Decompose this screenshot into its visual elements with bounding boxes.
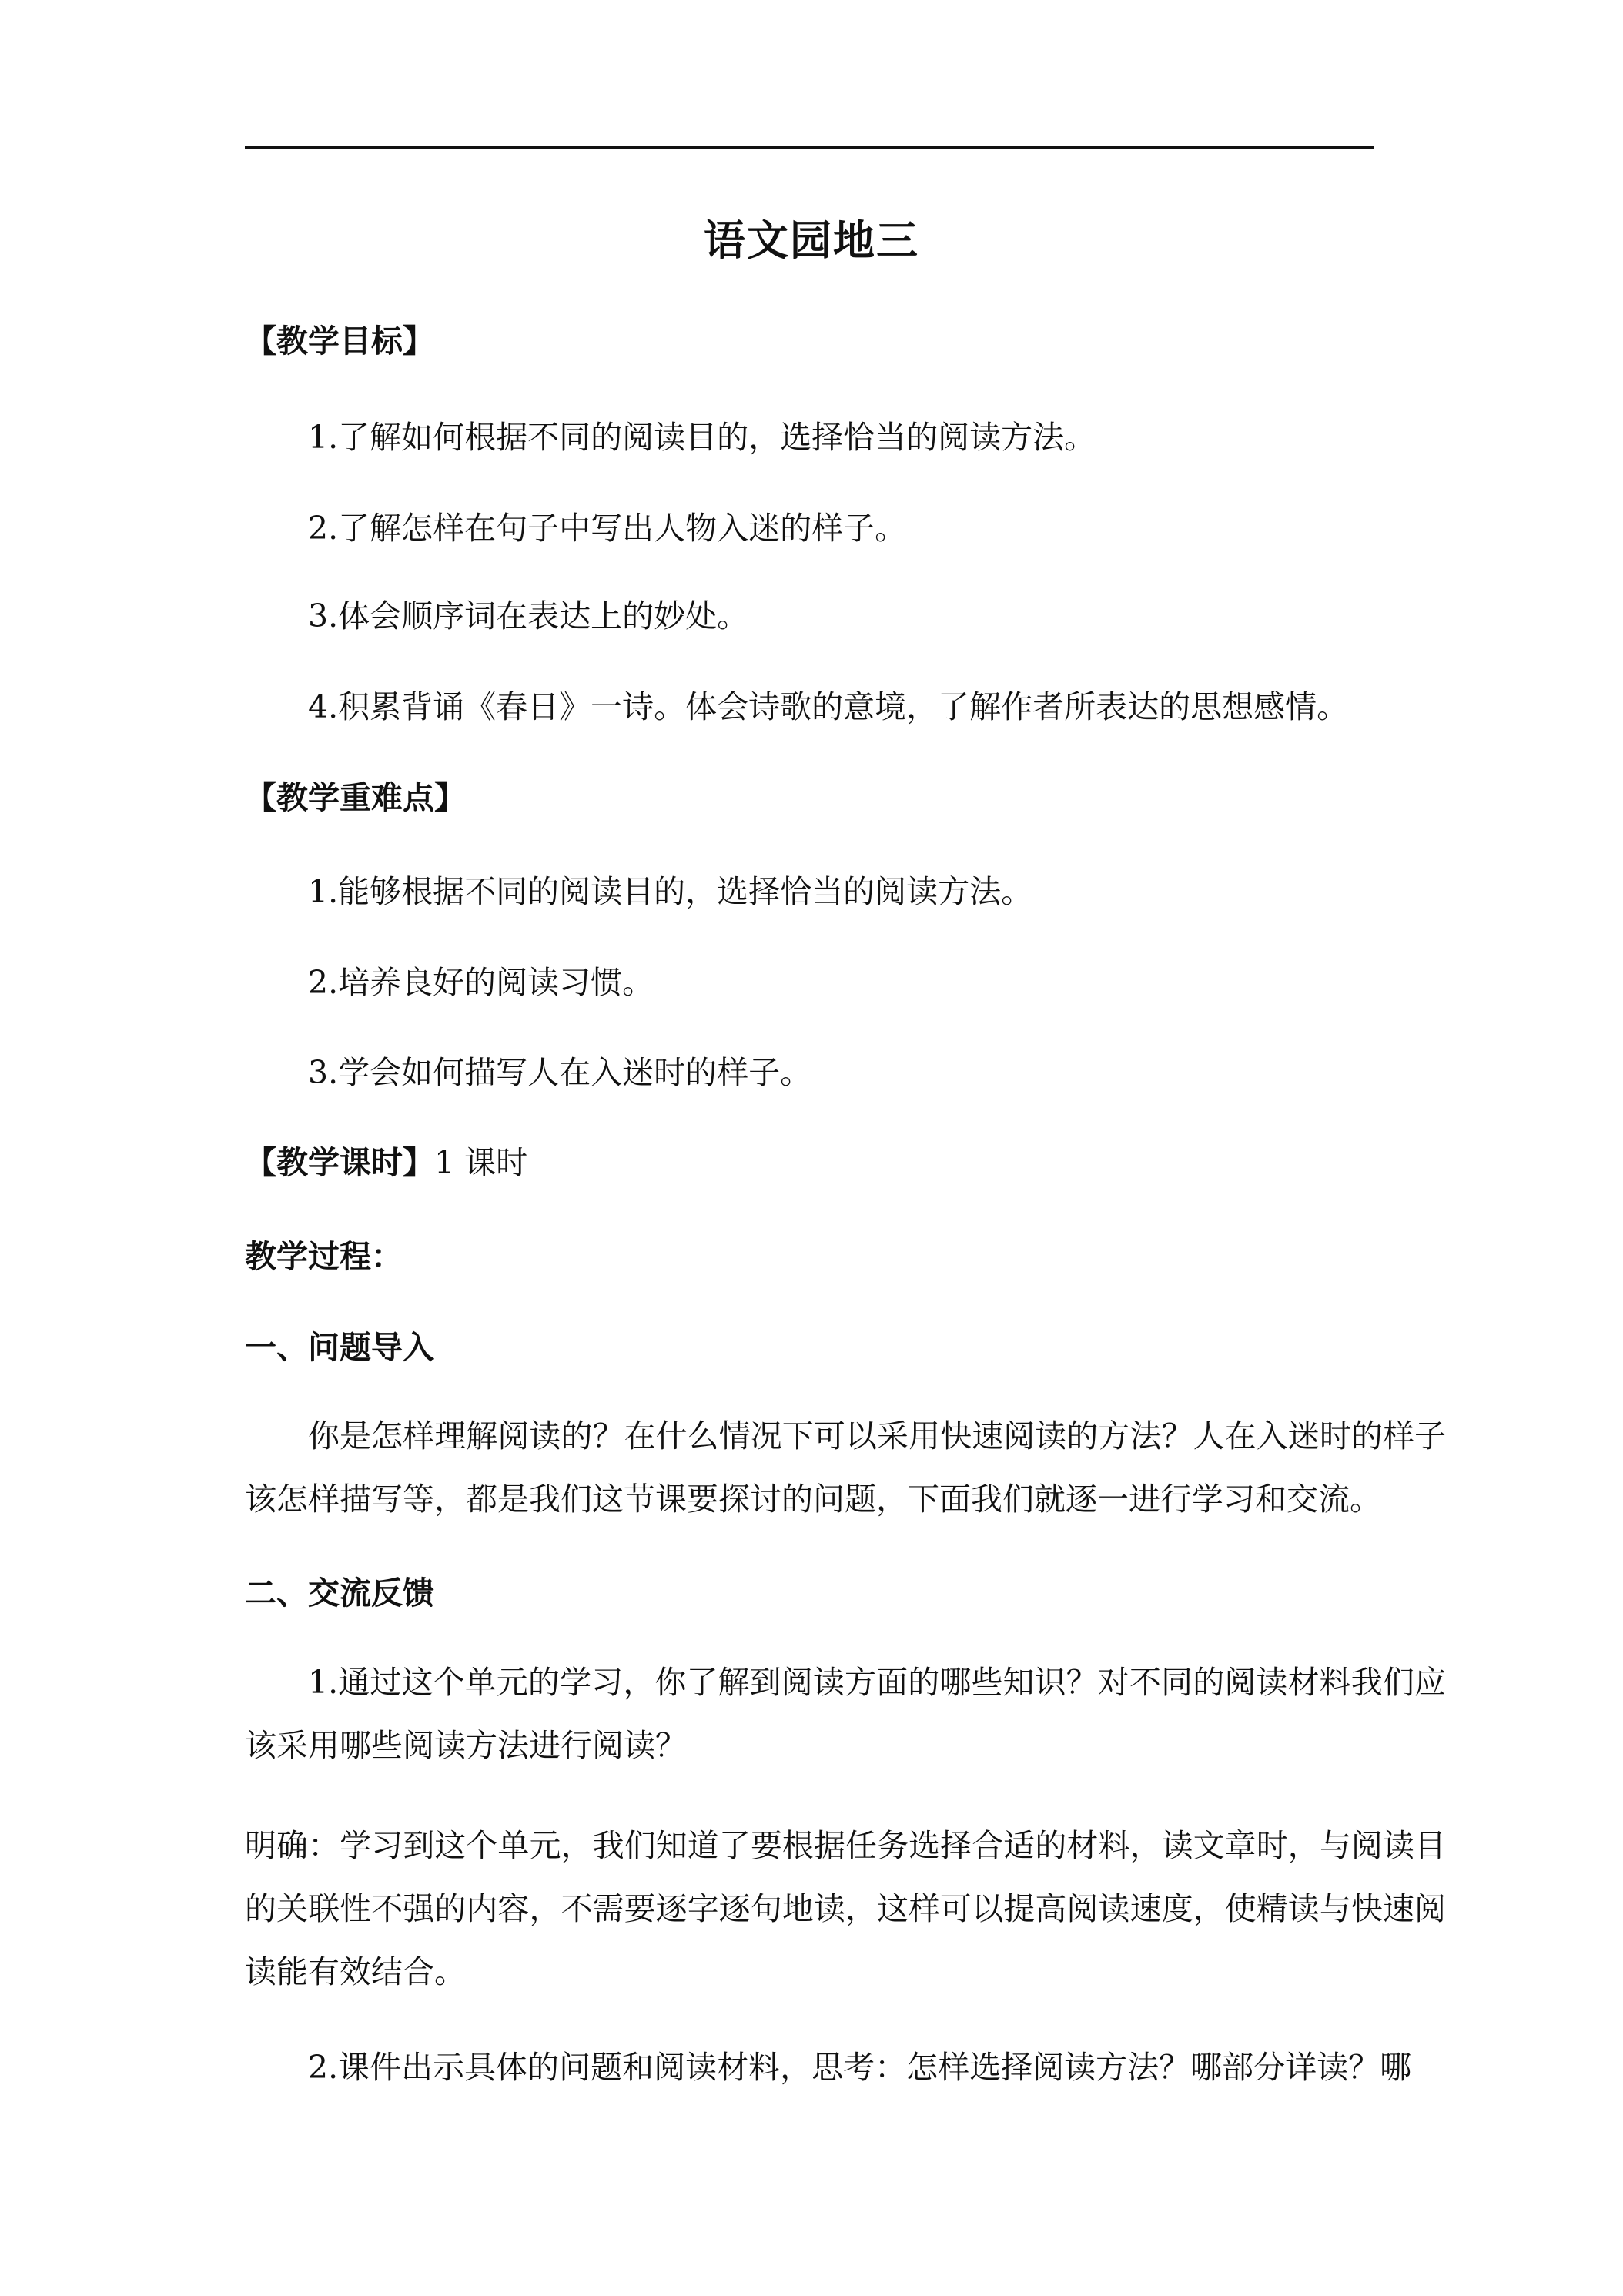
goal-item-1: 1.了解如何根据不同的阅读目的，选择恰当的阅读方法。: [308, 419, 1096, 456]
header-rule: [245, 146, 1374, 149]
key-point-item-1: 1.能够根据不同的阅读目的，选择恰当的阅读方法。: [308, 873, 1033, 910]
goals-heading: 【教学目标】: [245, 323, 434, 360]
process-heading: 教学过程：: [245, 1238, 403, 1275]
section2-answer-1: 明确：学习到这个单元，我们知道了要根据任务选择合适的材料，读文章时，与阅读目的关联性不强的内容，不需要逐字逐句地读，这样可以提高阅读速度，使精读与快速阅读能有效结合。: [245, 1827, 1446, 1990]
hours-label: 【教学课时】: [245, 1144, 434, 1181]
section1-paragraph: 你是怎样理解阅读的？在什么情况下可以采用快速阅读的方法？人在入迷时的样子该怎样描写等，都是我们这节课要探讨的问题，下面我们就逐一进行学习和交流。: [245, 1417, 1446, 1518]
section2-question-1: 1.通过这个单元的学习，你了解到阅读方面的哪些知识？对不同的阅读材料我们应该采用哪些阅读方法进行阅读？: [245, 1664, 1446, 1764]
teaching-hours: [245, 1140, 527, 1186]
hours-value: 1 课时: [434, 1144, 528, 1181]
goal-item-4: 4.积累背诵《春日》一诗。体会诗歌的意境，了解作者所表达的思想感情。: [308, 688, 1349, 725]
section2-question-2: 2.课件出示具体的问题和阅读材料，思考：怎样选择阅读方法？哪部分详读？哪: [308, 2049, 1412, 2086]
document-title: 语文园地三: [704, 216, 919, 265]
section1-heading: 一、问题导入: [245, 1329, 434, 1366]
key-point-item-3: 3.学会如何描写人在入迷时的样子。: [308, 1054, 812, 1091]
key-point-item-2: 2.培养良好的阅读习惯。: [308, 964, 654, 1001]
key-points-heading: 【教学重难点】: [245, 779, 466, 816]
section2-heading: 二、交流反馈: [245, 1575, 434, 1612]
goal-item-2: 2.了解怎样在句子中写出人物入迷的样子。: [308, 510, 907, 547]
goal-item-3: 3.体会顺序词在表达上的妙处。: [308, 597, 749, 634]
